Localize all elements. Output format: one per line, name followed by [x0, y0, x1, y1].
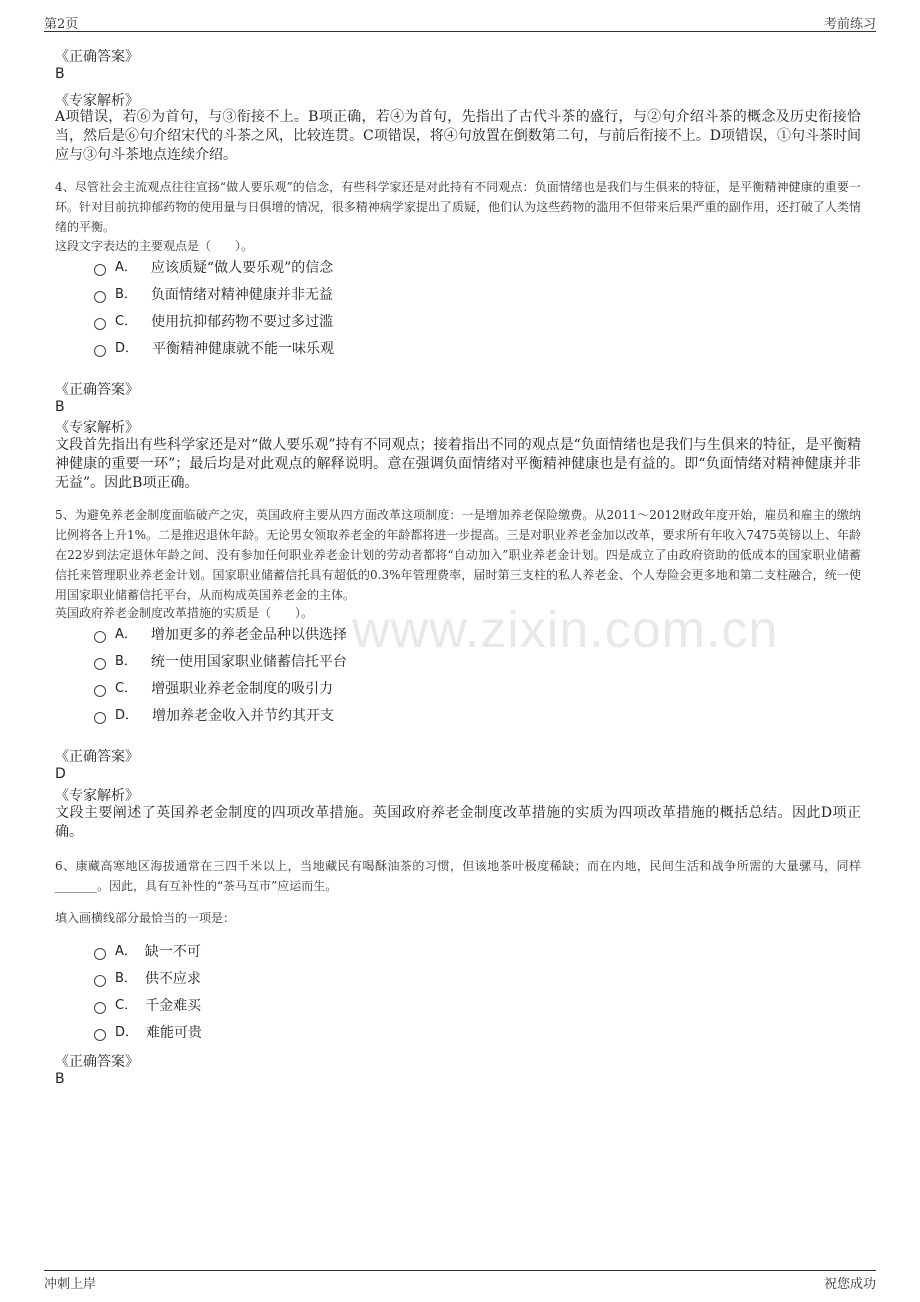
- question-5-option-c[interactable]: C． 增强职业养老金制度的吸引力: [94, 679, 333, 699]
- question-4-option-d[interactable]: D． 平衡精神健康就不能一味乐观: [94, 339, 334, 359]
- footer-left-text: 冲刺上岸: [44, 1277, 97, 1292]
- watermark: www.zixin.com.cn: [352, 601, 779, 659]
- question-5-prompt: 英国政府养老金制度改革措施的实质是（ ）。: [55, 606, 314, 620]
- header-title: 考前练习: [823, 17, 876, 32]
- question-5-text: 5、为避免养老金制度面临破产之灾，英国政府主要从四方面改革这项制度：一是增加养老保险缴费。从2011～2012财政年度开始，雇员和雇主的缴纳比例将各上升1%。二是推迟退休年龄。无论男女领取养老金的年龄都将进一步提高。三是对职业养老金加以改革，要求所有年收入7475英镑以上、年龄在22岁到法定退休年龄之间、没有参加任何职业养老金计划的劳动者都将“自动加入”职业养老金计划。四是成立了由政府资助的低成本的国家职业储蓄信托来管理职业养老金计划。国家职业储蓄信托具有超低的0.3%年管理费率，届时第三支柱的私人养老金、个人寿险会更多地和第二支柱融合，统一使用国家职业储蓄信托平台，从而构成英国养老金的主体。: [55, 508, 861, 602]
- radio-button-icon[interactable]: [94, 948, 106, 960]
- question-4-analysis: 文段首先指出有些科学家还是对“做人要乐观”持有不同观点；接着指出不同的观点是“负面情绪也是我们与生俱来的特征，是平衡精神健康的重要一环”；最后均是对此观点的解释说明。意在强调负面情绪对平衡精神健康也是有益的。即“负面情绪对精神健康并非无益”。因此B项正确。: [55, 437, 861, 491]
- page-header: [44, 12, 876, 32]
- question-6-answer: B: [55, 1071, 65, 1087]
- question-6-option-d[interactable]: D． 难能可贵: [94, 1023, 202, 1043]
- answer-label: 《正确答案》: [55, 1054, 139, 1070]
- analysis-label: 《专家解析》: [55, 93, 139, 109]
- analysis-text: A项错误，若⑥为首句，与③衔接不上。B项正确，若④为首句，先指出了古代斗茶的盛行，与②句介绍斗茶的概念及历史衔接恰当，然后是⑥句介绍宋代的斗茶之风，比较连贯。C项错误，将④句放置在倒数第二句，与前后衔接不上。D项错误，①句斗茶时间应与③句斗茶地点连续介绍。: [55, 109, 861, 163]
- answer-label: 《正确答案》: [55, 49, 139, 65]
- question-4-answer: B: [55, 399, 65, 415]
- question-4-option-b[interactable]: B． 负面情绪对精神健康并非无益: [94, 285, 333, 305]
- question-4-option-c[interactable]: C． 使用抗抑郁药物不要过多过滥: [94, 312, 333, 332]
- question-6-option-c[interactable]: C． 千金难买: [94, 996, 201, 1016]
- radio-button-icon[interactable]: [94, 264, 106, 276]
- question-6-text: 6、康藏高寒地区海拔通常在三四千米以上，当地藏民有喝酥油茶的习惯，但该地茶叶极度稀缺；而在内地，民间生活和战争所需的大量骡马，同样_______。因此，具有互补性的“茶马互市”应运而生。: [55, 859, 861, 893]
- answer-value: B: [55, 66, 65, 82]
- question-4-text: 4、尽管社会主流观点往往宣扬“做人要乐观”的信念，有些科学家还是对此持有不同观点：负面情绪也是我们与生俱来的特征，是平衡精神健康的重要一环。针对目前抗抑郁药物的使用量与日俱增的情况，很多精神病学家提出了质疑，他们认为这些药物的滥用不但带来后果严重的副作用，还打破了人类情绪的平衡。: [55, 180, 861, 234]
- radio-button-icon[interactable]: [94, 685, 106, 697]
- radio-button-icon[interactable]: [94, 1029, 106, 1041]
- radio-button-icon[interactable]: [94, 1002, 106, 1014]
- analysis-label: 《专家解析》: [55, 788, 139, 804]
- radio-button-icon[interactable]: [94, 658, 106, 670]
- analysis-label: 《专家解析》: [55, 420, 139, 436]
- radio-button-icon[interactable]: [94, 631, 106, 643]
- radio-button-icon[interactable]: [94, 712, 106, 724]
- question-5-answer: D: [55, 766, 66, 782]
- question-5-option-a[interactable]: A． 增加更多的养老金品种以供选择: [94, 625, 347, 645]
- radio-button-icon[interactable]: [94, 291, 106, 303]
- footer-right-text: 祝您成功: [823, 1277, 876, 1292]
- question-5-analysis: 文段主要阐述了英国养老金制度的四项改革措施。英国政府养老金制度改革措施的实质为四项改革措施的概括总结。因此D项正确。: [55, 805, 861, 840]
- question-6-prompt: 填入画横线部分最恰当的一项是：: [55, 911, 236, 925]
- question-5-option-d[interactable]: D． 增加养老金收入并节约其开支: [94, 706, 334, 726]
- question-4-option-a[interactable]: A． 应该质疑“做人要乐观”的信念: [94, 258, 333, 278]
- answer-label: 《正确答案》: [55, 749, 139, 765]
- radio-button-icon[interactable]: [94, 318, 106, 330]
- radio-button-icon[interactable]: [94, 975, 106, 987]
- radio-button-icon[interactable]: [94, 345, 106, 357]
- page-number: 第2页: [44, 17, 79, 32]
- question-5-option-b[interactable]: B． 统一使用国家职业储蓄信托平台: [94, 652, 347, 672]
- question-6-option-a[interactable]: A． 缺一不可: [94, 942, 201, 962]
- question-6-option-b[interactable]: B． 供不应求: [94, 969, 201, 989]
- answer-label: 《正确答案》: [55, 382, 139, 398]
- question-4-prompt: 这段文字表达的主要观点是（ ）。: [55, 239, 254, 253]
- page-footer: [44, 1270, 876, 1294]
